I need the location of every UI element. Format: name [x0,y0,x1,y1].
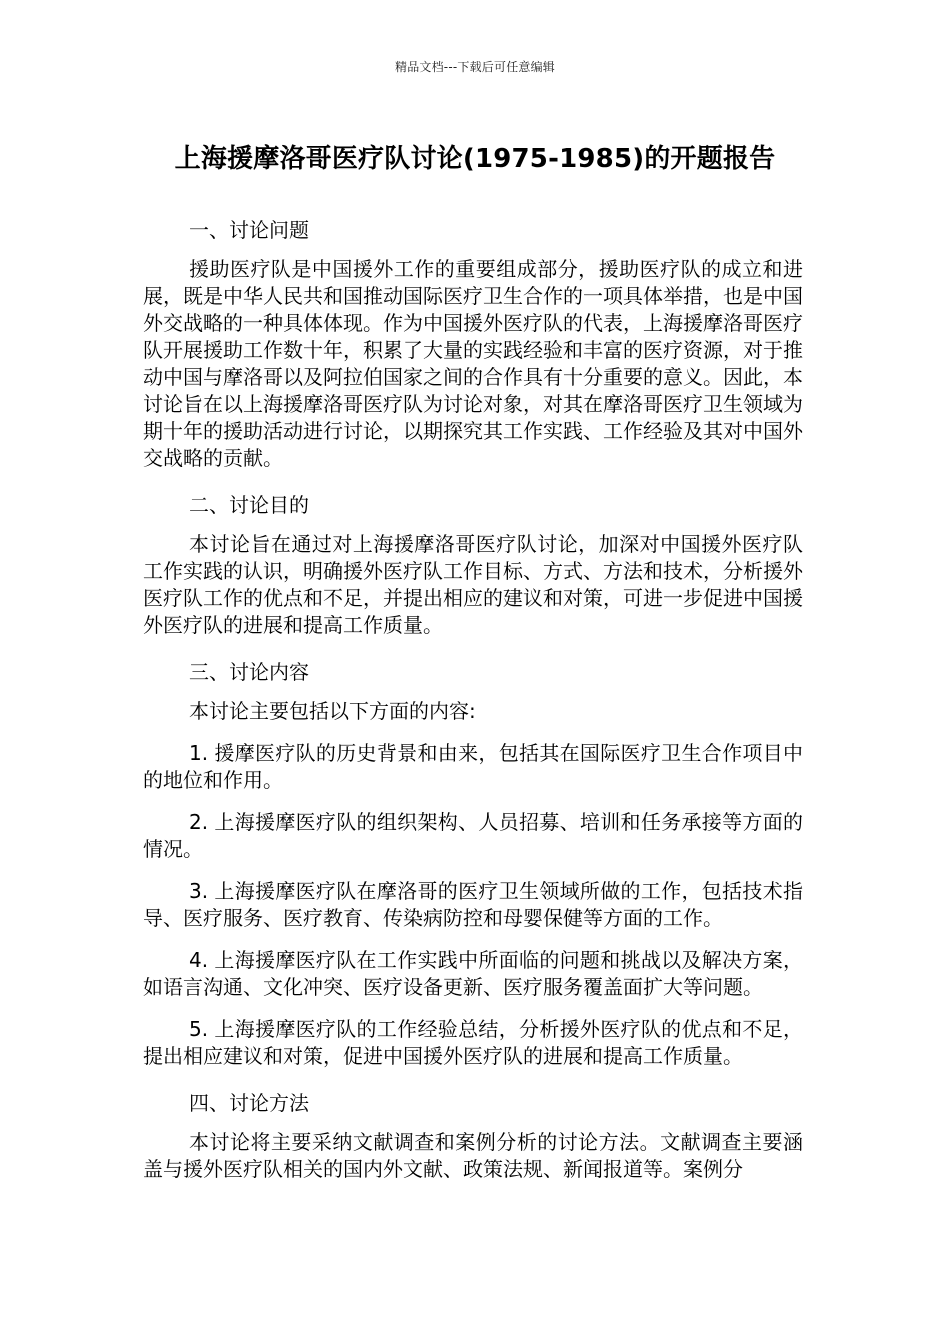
list-item [143,947,803,1001]
section-heading-3: 三、讨论内容 [189,660,309,684]
list-item-text: 上海援摩医疗队在摩洛哥的医疗卫生领域所做的工作，包括技术指导、医疗服务、医疗教育、传染病防控和母婴保健等方面的工作。 [143,879,803,930]
document-title: 上海援摩洛哥医疗队讨论(1975-1985)的开题报告 [174,144,776,174]
section-heading-4: 四、讨论方法 [189,1091,309,1115]
list-item-number: 3. [189,879,209,903]
section-heading-2: 二、讨论目的 [189,493,309,517]
section-heading-1: 一、讨论问题 [189,218,309,242]
section-2-paragraph: 本讨论旨在通过对上海援摩洛哥医疗队讨论，加深对中国援外医疗队工作实践的认识，明确援外医疗队工作目标、方式、方法和技术，分析援外医疗队工作的优点和不足，并提出相应的建议和对策，可进一步促进中国援外医疗队的进展和提高工作质量。 [143,532,803,637]
list-item-text: 援摩医疗队的历史背景和由来，包括其在国际医疗卫生合作项目中的地位和作用。 [143,741,803,792]
list-item-text: 上海援摩医疗队在工作实践中所面临的问题和挑战以及解决方案，如语言沟通、文化冲突、医疗设备更新、医疗服务覆盖面扩大等问题。 [143,948,803,999]
section-1-paragraph: 援助医疗队是中国援外工作的重要组成部分，援助医疗队的成立和进展，既是中华人民共和国推动国际医疗卫生合作的一项具体举措，也是中国外交战略的一种具体体现。作为中国援外医疗队的代表，上海援摩洛哥医疗队开展援助工作数十年，积累了大量的实践经验和丰富的医疗资源，对于推动中国与摩洛哥以及阿拉伯国家之间的合作具有十分重要的意义。因此，本讨论旨在以上海援摩洛哥医疗队为讨论对象，对其在摩洛哥医疗卫生领域为期十年的援助活动进行讨论，以期探究其工作实践、工作经验及其对中国外交战略的贡献。 [143,257,803,470]
list-item-number: 2. [189,810,209,834]
list-item [143,878,803,932]
list-item [143,1016,803,1070]
section-4-paragraph: 本讨论将主要采纳文献调查和案例分析的讨论方法。文献调查主要涵盖与援外医疗队相关的国内外文献、政策法规、新闻报道等。案例分 [143,1130,803,1181]
document-body [143,212,803,1198]
list-item [143,809,803,863]
section-3-intro: 本讨论主要包括以下方面的内容: [189,699,476,723]
header-note: 精品文档---下载后可任意编辑 [395,60,555,74]
list-item-text: 上海援摩医疗队的组织架构、人员招募、培训和任务承接等方面的情况。 [143,810,803,861]
list-item-text: 上海援摩医疗队的工作经验总结，分析援外医疗队的优点和不足，提出相应建议和对策，促进中国援外医疗队的进展和提高工作质量。 [143,1017,803,1068]
list-item [143,740,803,794]
list-item-number: 1. [189,741,209,765]
list-item-number: 4. [189,948,209,972]
list-item-number: 5. [189,1017,209,1041]
